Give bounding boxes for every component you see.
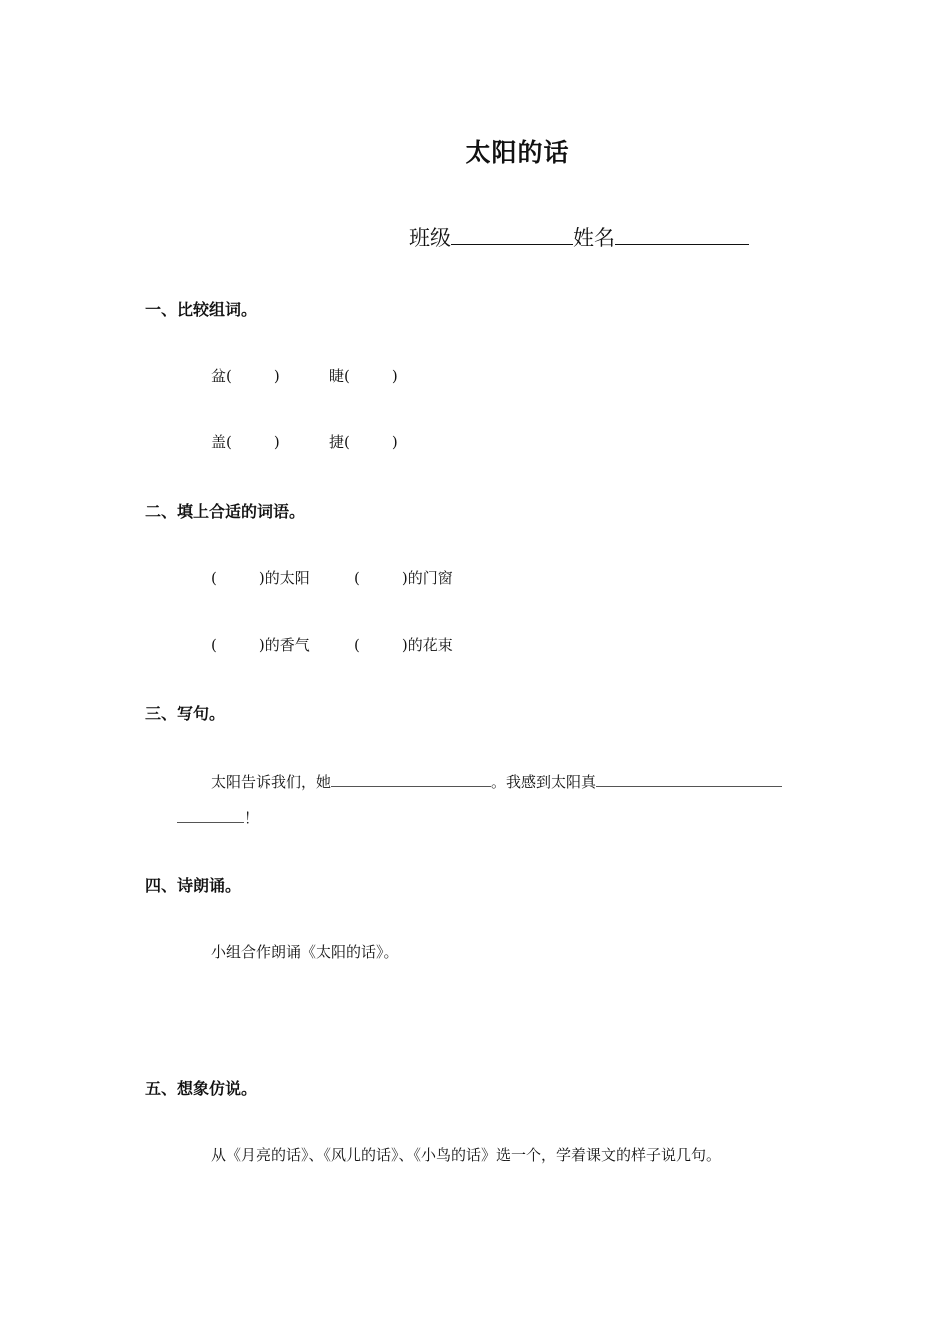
class-name-line bbox=[409, 222, 749, 252]
sentence-blank[interactable] bbox=[331, 770, 491, 787]
page-title: 太阳的话 bbox=[465, 138, 570, 167]
word-group-item: 捷( ) bbox=[329, 433, 398, 451]
sentence-blank[interactable] bbox=[596, 770, 782, 787]
fill-word-item: ( )的门窗 bbox=[354, 569, 453, 587]
fill-word-item: ( )的香气 bbox=[211, 636, 310, 654]
name-label: 姓名 bbox=[573, 226, 615, 250]
section-4-text: 小组合作朗诵《太阳的话》。 bbox=[211, 943, 399, 961]
word-group-item: 盆( ) bbox=[211, 367, 280, 385]
sentence-line-continued: ！ bbox=[177, 806, 259, 828]
class-label: 班级 bbox=[409, 226, 451, 250]
fill-word-item: ( )的花束 bbox=[354, 636, 453, 654]
name-blank[interactable] bbox=[615, 222, 749, 245]
section-1-heading: 一、比较组词。 bbox=[145, 300, 258, 319]
word-group-item: 睫( ) bbox=[329, 367, 398, 385]
fill-word-item: ( )的太阳 bbox=[211, 569, 310, 587]
sentence-blank[interactable] bbox=[177, 806, 244, 823]
sentence-line: 太阳告诉我们，她 。我感到太阳真 bbox=[211, 770, 782, 792]
section-2-heading: 二、填上合适的词语。 bbox=[145, 502, 306, 521]
class-blank[interactable] bbox=[451, 222, 573, 245]
word-group-item: 盖( ) bbox=[211, 433, 280, 451]
section-5-heading: 五、想象仿说。 bbox=[145, 1079, 258, 1098]
section-4-heading: 四、诗朗诵。 bbox=[145, 876, 242, 895]
section-3-heading: 三、写句。 bbox=[145, 704, 226, 723]
section-5-text: 从《月亮的话》、《风儿的话》、《小鸟的话》选一个，学着课文的样子说几句。 bbox=[211, 1146, 722, 1164]
